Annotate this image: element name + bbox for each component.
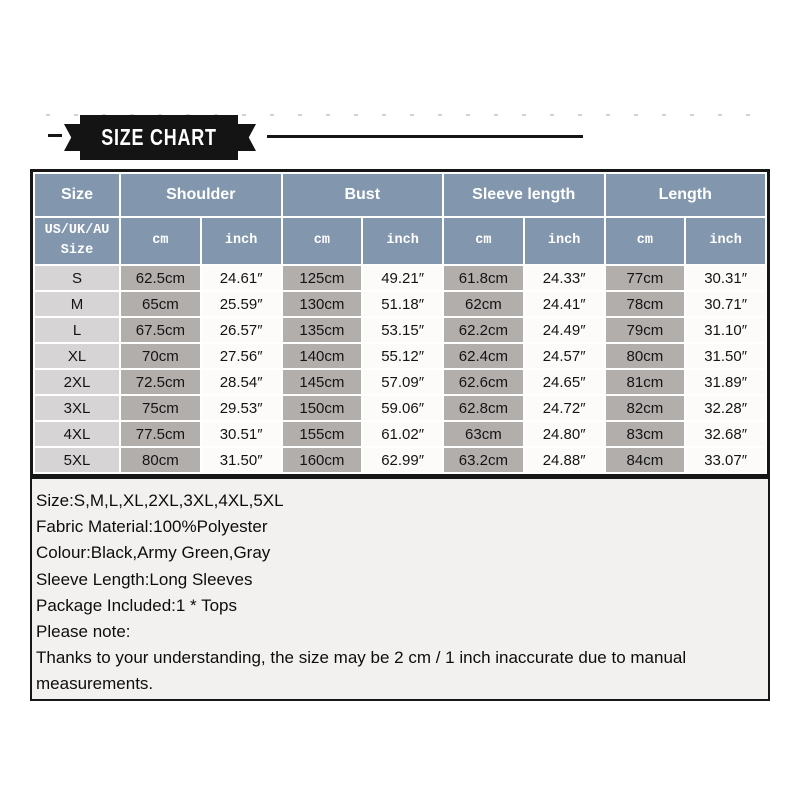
measure-cell: 53.15″ — [363, 318, 442, 342]
table-row — [35, 344, 765, 368]
size-cell: 5XL — [35, 448, 119, 472]
info-line: Fabric Material:100%Polyester — [36, 517, 268, 537]
unit-cell-cm: cm — [121, 218, 200, 264]
unit-cell-inch: inch — [525, 218, 604, 264]
size-cell: XL — [35, 344, 119, 368]
column-group-length: Length — [606, 174, 766, 216]
measure-cell: 24.72″ — [525, 396, 604, 420]
measure-cell: 51.18″ — [363, 292, 442, 316]
measure-cell: 77.5cm — [121, 422, 200, 446]
measure-cell: 72.5cm — [121, 370, 200, 394]
measure-cell: 125cm — [283, 266, 362, 290]
subheader-region-size — [35, 218, 119, 264]
measure-cell: 28.54″ — [202, 370, 281, 394]
measure-cell: 62cm — [444, 292, 523, 316]
measure-cell: 30.71″ — [686, 292, 765, 316]
unit-cell-inch: inch — [363, 218, 442, 264]
region-label-line2: Size — [60, 243, 94, 258]
ribbon-right-fold — [237, 124, 256, 151]
unit-cell-inch: inch — [686, 218, 765, 264]
size-cell: M — [35, 292, 119, 316]
table-row — [35, 448, 765, 472]
measure-cell: 24.33″ — [525, 266, 604, 290]
unit-cell-cm: cm — [606, 218, 685, 264]
measure-cell: 25.59″ — [202, 292, 281, 316]
column-group-sleeve-length: Sleeve length — [444, 174, 604, 216]
measure-cell: 62.4cm — [444, 344, 523, 368]
measure-cell: 24.57″ — [525, 344, 604, 368]
measure-cell: 155cm — [283, 422, 362, 446]
table-row — [35, 318, 765, 342]
unit-header-row — [35, 218, 765, 264]
measure-cell: 24.65″ — [525, 370, 604, 394]
measure-cell: 30.51″ — [202, 422, 281, 446]
measure-cell: 160cm — [283, 448, 362, 472]
table-row — [35, 396, 765, 420]
measure-cell: 61.8cm — [444, 266, 523, 290]
column-group-row — [35, 174, 765, 216]
measure-cell: 62.5cm — [121, 266, 200, 290]
size-table — [30, 169, 770, 477]
measure-cell: 24.88″ — [525, 448, 604, 472]
measure-cell: 84cm — [606, 448, 685, 472]
measure-cell: 63.2cm — [444, 448, 523, 472]
measure-cell: 140cm — [283, 344, 362, 368]
measure-cell: 130cm — [283, 292, 362, 316]
measure-cell: 75cm — [121, 396, 200, 420]
measure-cell: 24.61″ — [202, 266, 281, 290]
measure-cell: 55.12″ — [363, 344, 442, 368]
measure-cell: 70cm — [121, 344, 200, 368]
size-cell: S — [35, 266, 119, 290]
info-line: Thanks to your understanding, the size may be 2 cm / 1 inch inaccurate due to manual measurements. — [36, 648, 687, 694]
unit-cell-inch: inch — [202, 218, 281, 264]
measure-cell: 31.50″ — [202, 448, 281, 472]
measure-cell: 26.57″ — [202, 318, 281, 342]
size-cell: 4XL — [35, 422, 119, 446]
measure-cell: 80cm — [121, 448, 200, 472]
measure-cell: 77cm — [606, 266, 685, 290]
ribbon-body — [80, 115, 238, 160]
size-cell: L — [35, 318, 119, 342]
column-group-size: Size — [35, 174, 119, 216]
measure-cell: 61.02″ — [363, 422, 442, 446]
measure-cell: 33.07″ — [686, 448, 765, 472]
column-group-shoulder: Shoulder — [121, 174, 281, 216]
measure-cell: 82cm — [606, 396, 685, 420]
measure-cell: 145cm — [283, 370, 362, 394]
measure-cell: 24.49″ — [525, 318, 604, 342]
measure-cell: 29.53″ — [202, 396, 281, 420]
banner-rule-line — [267, 135, 583, 138]
measure-cell: 78cm — [606, 292, 685, 316]
column-group-bust: Bust — [283, 174, 443, 216]
measure-cell: 62.2cm — [444, 318, 523, 342]
unit-cell-cm: cm — [283, 218, 362, 264]
measure-cell: 65cm — [121, 292, 200, 316]
dash-mark — [48, 134, 62, 137]
measure-cell: 62.99″ — [363, 448, 442, 472]
measure-cell: 32.68″ — [686, 422, 765, 446]
measure-cell: 150cm — [283, 396, 362, 420]
measure-cell: 135cm — [283, 318, 362, 342]
size-chart-banner — [64, 115, 256, 160]
measure-cell: 62.8cm — [444, 396, 523, 420]
table-row — [35, 292, 765, 316]
measure-cell: 27.56″ — [202, 344, 281, 368]
info-line: Size:S,M,L,XL,2XL,3XL,4XL,5XL — [36, 491, 284, 510]
measure-cell: 59.06″ — [363, 396, 442, 420]
measure-cell: 57.09″ — [363, 370, 442, 394]
table-row — [35, 422, 765, 446]
info-line: Colour:Black,Army Green,Gray — [36, 543, 271, 563]
region-label-line1: US/UK/AU — [44, 222, 110, 238]
info-line: Sleeve Length:Long Sleeves — [36, 569, 253, 589]
table-row — [35, 266, 765, 290]
measure-cell: 24.80″ — [525, 422, 604, 446]
info-line: Package Included:1 * Tops — [36, 595, 237, 615]
unit-cell-cm: cm — [444, 218, 523, 264]
measure-cell: 81cm — [606, 370, 685, 394]
measure-cell: 32.28″ — [686, 396, 765, 420]
measure-cell: 31.10″ — [686, 318, 765, 342]
size-cell: 3XL — [35, 396, 119, 420]
measure-cell: 30.31″ — [686, 266, 765, 290]
product-info — [30, 477, 770, 701]
measure-cell: 67.5cm — [121, 318, 200, 342]
measure-cell: 24.41″ — [525, 292, 604, 316]
measure-cell: 80cm — [606, 344, 685, 368]
measure-cell: 49.21″ — [363, 266, 442, 290]
info-line: Please note: — [36, 622, 131, 642]
table-row — [35, 370, 765, 394]
size-cell: 2XL — [35, 370, 119, 394]
banner-title: SIZE CHART — [101, 124, 217, 150]
measure-cell: 63cm — [444, 422, 523, 446]
measure-cell: 62.6cm — [444, 370, 523, 394]
measure-cell: 79cm — [606, 318, 685, 342]
measure-cell: 31.50″ — [686, 344, 765, 368]
measure-cell: 31.89″ — [686, 370, 765, 394]
measure-cell: 83cm — [606, 422, 685, 446]
